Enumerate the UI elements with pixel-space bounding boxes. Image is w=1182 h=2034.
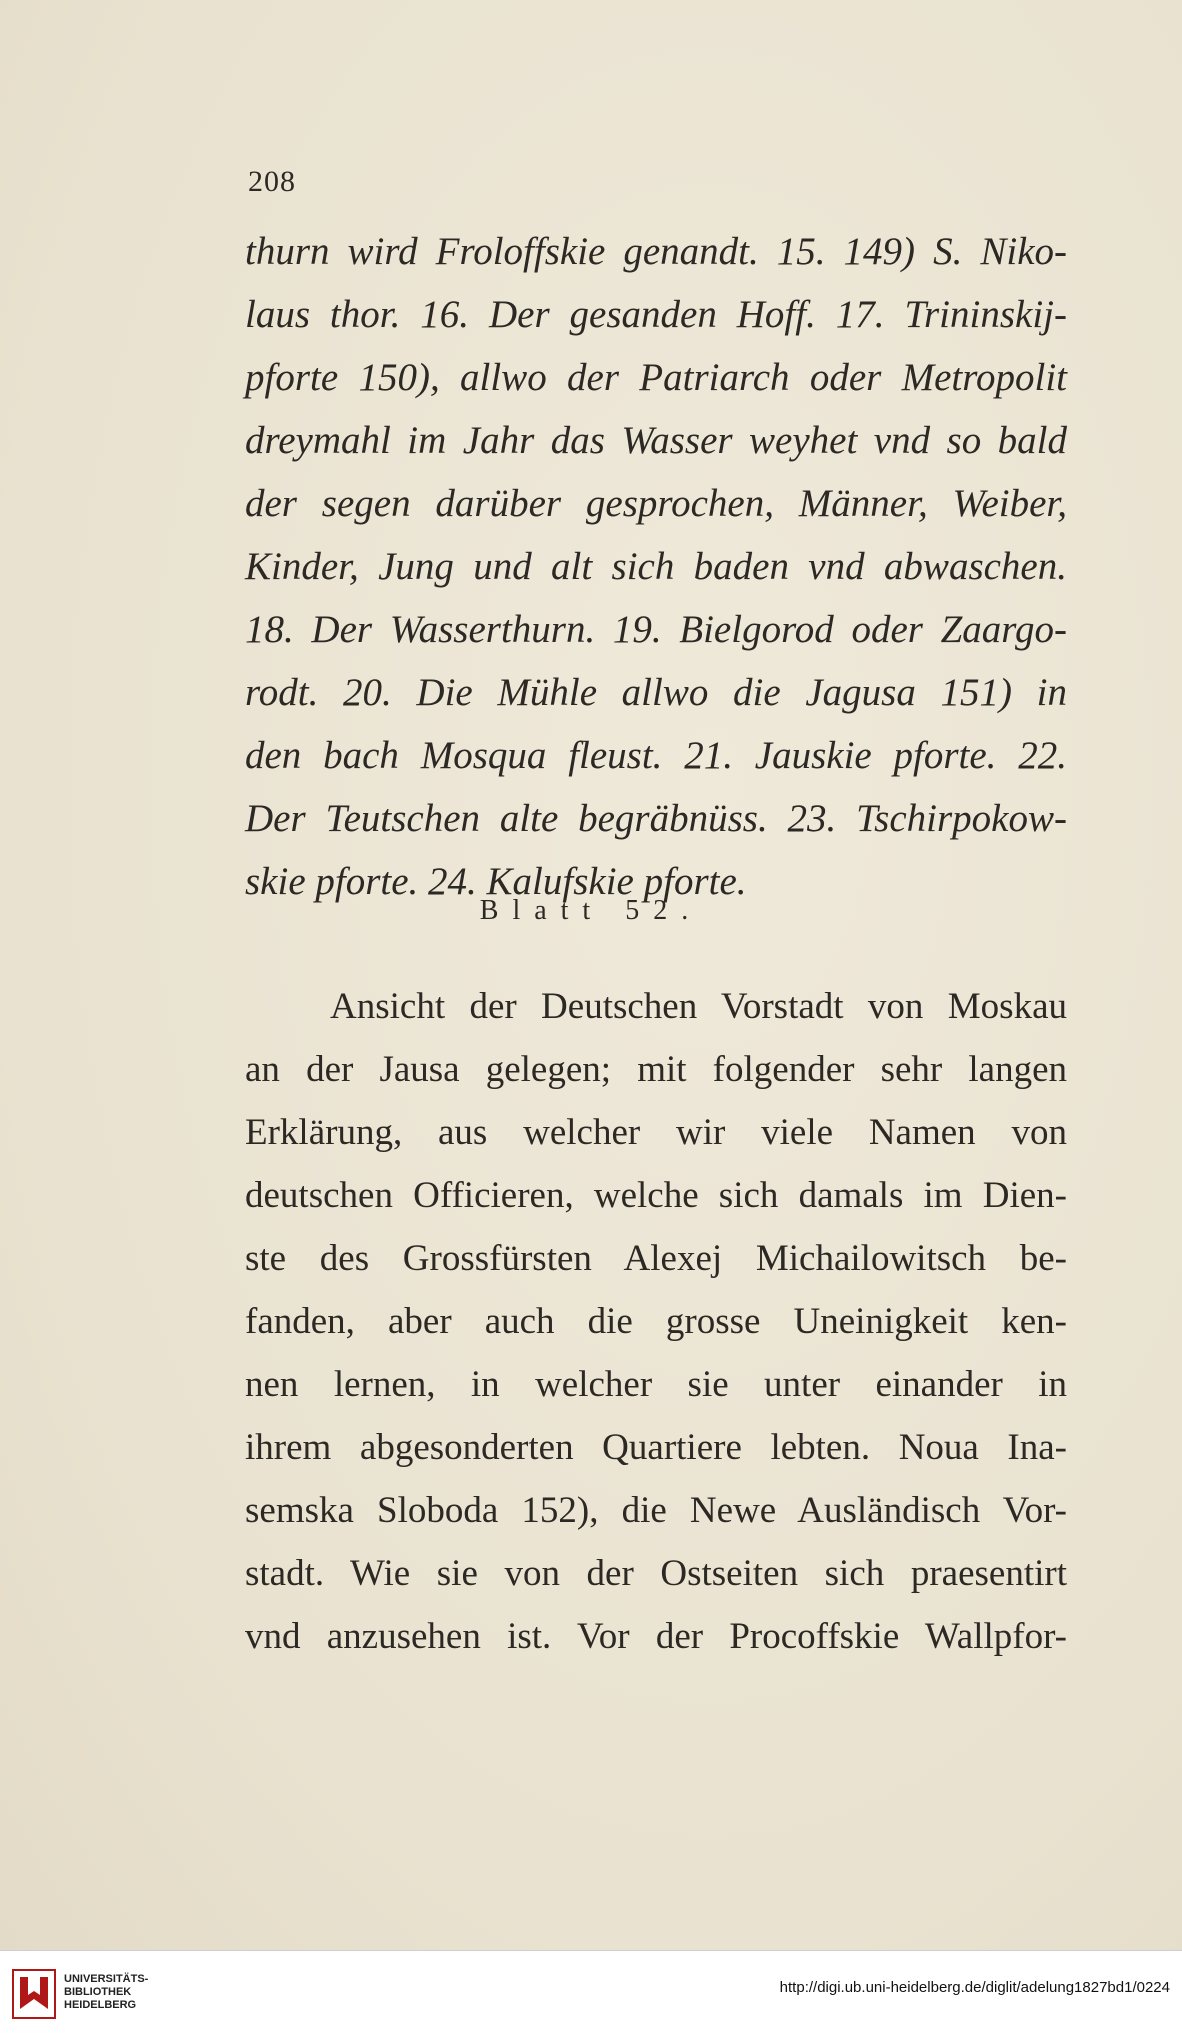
text-line: dreymahl im Jahr das Wasser weyhet vnd so bald [245,419,1067,462]
text-line: 18. Der Wasserthurn. 19. Bielgorod oder Zaargo- [245,608,1067,651]
text-line: nen lernen, in welcher sie unter einander in [245,1364,1067,1405]
text-line: den bach Mosqua fleust. 21. Jauskie pforte. 22. [245,734,1067,777]
library-name-line: HEIDELBERG [64,1999,137,2011]
text-line: stadt. Wie sie von der Ostseiten sich praesentirt [245,1553,1067,1594]
text-line: laus thor. 16. Der gesanden Hoff. 17. Trininskij- [245,293,1067,336]
text-line: ihrem abgesonderten Quartiere lebten. Noua Ina- [245,1427,1067,1468]
text-line: deutschen Officieren, welche sich damals im Dien- [245,1175,1067,1216]
text-line: fanden, aber auch die grosse Uneinigkeit ken- [245,1301,1067,1342]
text-line: ste des Grossfürsten Alexej Michailowitsch be- [245,1238,1067,1279]
text-line: Ansicht der Deutschen Vorstadt von Moskau [330,986,1067,1027]
library-name-line: UNIVERSITÄTS- [64,1973,149,1985]
text-line: der segen darüber gesprochen, Männer, Weiber, [245,482,1067,525]
text-line: rodt. 20. Die Mühle allwo die Jagusa 151) in [245,671,1067,714]
university-logo-icon [12,1969,56,2019]
library-name-line: BIBLIOTHEK [64,1986,132,1998]
text-line: semska Sloboda 152), die Newe Ausländisch Vor- [245,1490,1067,1531]
text-line: Der Teutschen alte begräbnüss. 23. Tschirpokow- [245,797,1067,840]
text-line: pforte 150), allwo der Patriarch oder Metropolit [245,356,1067,399]
italic-text-block [245,220,1067,913]
footer-bar [0,1950,1182,2034]
page-number: 208 [248,165,296,198]
library-name [64,1973,148,2012]
section-heading: Blatt 52. [479,895,703,926]
text-line: skie pforte. 24. Kalufskie pforte. [245,860,747,903]
text-line: an der Jausa gelegen; mit folgender sehr langen [245,1049,1067,1090]
text-line: Erklärung, aus welcher wir viele Namen von [245,1112,1067,1153]
text-line: thurn wird Froloffskie genandt. 15. 149) S. Niko- [245,230,1067,273]
roman-text-block [245,975,1067,1668]
source-url-link[interactable]: http://digi.ub.uni-heidelberg.de/diglit/adelung1827bd1/0224 [779,1979,1170,1996]
text-line: vnd anzusehen ist. Vor der Procoffskie Wallpfor- [245,1616,1067,1657]
text-line: Kinder, Jung und alt sich baden vnd abwaschen. [245,545,1067,588]
